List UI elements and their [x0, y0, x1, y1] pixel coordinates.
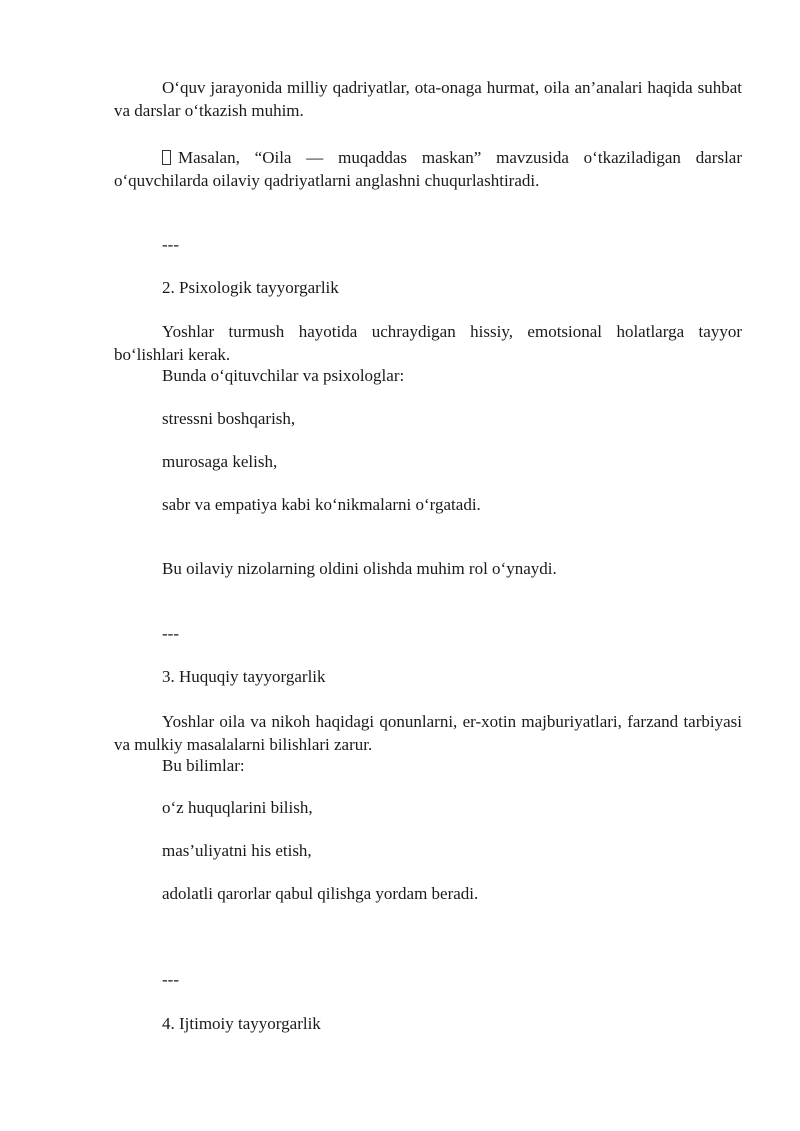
paragraph-psixologik: Yoshlar turmush hayotida uchraydigan hissiy, emotsional holatlarga tayyor bo‘lishlari kerak. [114, 322, 742, 364]
heading-psixologik: 2. Psixologik tayyorgarlik [162, 278, 339, 297]
list-item-huquq: o‘z huquqlarini bilish, [162, 798, 313, 817]
separator-3: --- [162, 970, 179, 989]
list-item-murosa: murosaga kelish, [162, 452, 278, 471]
list-item-qarorlar: adolatli qarorlar qabul qilishga yordam beradi. [162, 884, 479, 903]
paragraph-psixologik-lead: Bunda o‘qituvchilar va psixologlar: [162, 366, 405, 385]
heading-ijtimoiy: 4. Ijtimoiy tayyorgarlik [162, 1014, 321, 1033]
list-item-stress: stressni boshqarish, [162, 409, 296, 428]
missing-glyph-box-icon [162, 150, 171, 165]
paragraph-nizolar: Bu oilaviy nizolarning oldini olishda muhim rol o‘ynaydi. [162, 559, 557, 578]
heading-huquqiy: 3. Huquqiy tayyorgarlik [162, 667, 326, 686]
paragraph-huquqiy: Yoshlar oila va nikoh haqidagi qonunlarni, er-xotin majburiyatlari, farzand tarbiyasi va mulkiy masalalarni bilishlari zarur. [114, 712, 742, 754]
list-item-sabr: sabr va empatiya kabi ko‘nikmalarni o‘rgatadi. [162, 495, 481, 514]
paragraph-intro: O‘quv jarayonida milliy qadriyatlar, ota-onaga hurmat, oila an’analari haqida suhbat va darslar o‘tkazish muhim. [114, 78, 742, 120]
list-item-masuliyat: mas’uliyatni his etish, [162, 841, 312, 860]
separator-1: --- [162, 235, 179, 254]
paragraph-example [114, 146, 742, 192]
paragraph-huquqiy-lead: Bu bilimlar: [162, 756, 245, 775]
separator-2: --- [162, 624, 179, 643]
paragraph-example-text: Masalan, “Oila — muqaddas maskan” mavzusida o‘tkaziladigan darslar o‘quvchilarda oilaviy qadriyatlarni anglashni chuqurlashtiradi. [114, 148, 742, 190]
